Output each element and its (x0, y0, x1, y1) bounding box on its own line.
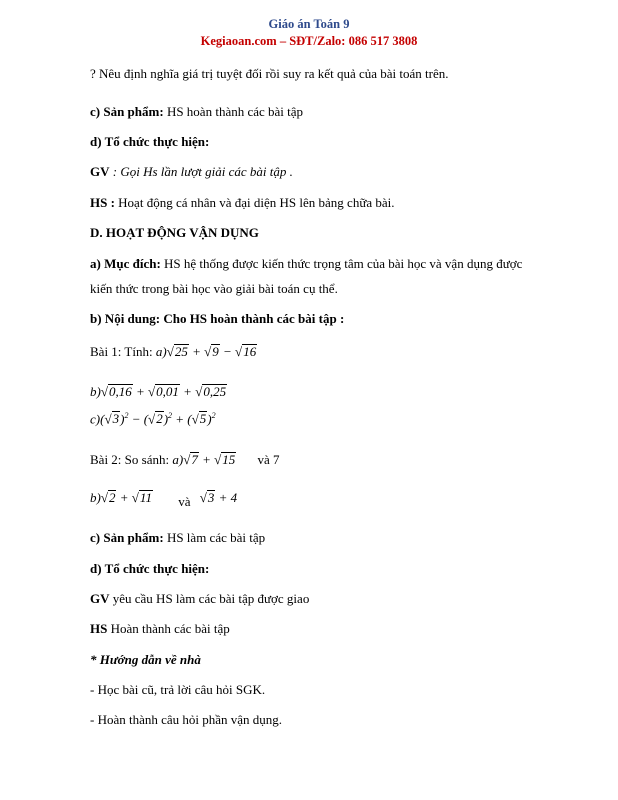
product-line-1: c) Sản phẩm: HS hoàn thành các bài tập (90, 104, 304, 119)
student-line-2: HS Hoàn thành các bài tập (90, 621, 230, 636)
homework-heading: * Hướng dẫn về nhà (90, 652, 201, 667)
exercise-1-b: b)√0,16 + √0,01 + √0,25 (90, 384, 227, 399)
header-title: Giáo án Toán 9 (268, 17, 350, 31)
exercise-2-b: b)√2 + √11 và √3 + 4 (90, 490, 238, 509)
homework-item-2: - Hoàn thành câu hỏi phần vận dụng. (90, 712, 283, 727)
student-line-1: HS : Hoạt động cá nhân và đại diện HS lên bảng chữa bài. (90, 195, 395, 210)
product-line-2: c) Sản phẩm: HS làm các bài tập (90, 530, 266, 545)
section-heading-d: D. HOẠT ĐỘNG VẬN DỤNG (90, 225, 259, 240)
content-heading: b) Nội dung: Cho HS hoàn thành các bài tập : (90, 311, 345, 326)
question-line: ? Nêu định nghĩa giá trị tuyệt đối rồi suy ra kết quả của bài toán trên. (90, 66, 449, 81)
header-contact: Kegiaoan.com – SĐT/Zalo: 086 517 3808 (200, 34, 418, 48)
exercise-1-a: Bài 1: Tính: a)√25 + √9 − √16 (90, 344, 257, 359)
teacher-line-2: GV yêu cầu HS làm các bài tập được giao (90, 591, 310, 606)
teacher-line-1: GV : Gọi Hs lần lượt giải các bài tập . (90, 164, 293, 179)
organization-heading-2: d) Tổ chức thực hiện: (90, 561, 210, 576)
organization-heading-1: d) Tổ chức thực hiện: (90, 134, 210, 149)
goal-line: a) Mục đích: HS hệ thống được kiến thức trọng tâm của bài học và vận dụng được (90, 256, 523, 271)
homework-item-1: - Học bài cũ, trả lời câu hỏi SGK. (90, 682, 266, 697)
exercise-1-c: $c)(√3)^2 - (√2)^2 + (√5)^2$ (90, 411, 216, 427)
exercise-2-a: Bài 2: So sánh: a)√7 + √15 và 7 (90, 452, 280, 467)
goal-line-continued: kiến thức trong bài học vào giải bài toán cụ thể. (90, 281, 338, 296)
